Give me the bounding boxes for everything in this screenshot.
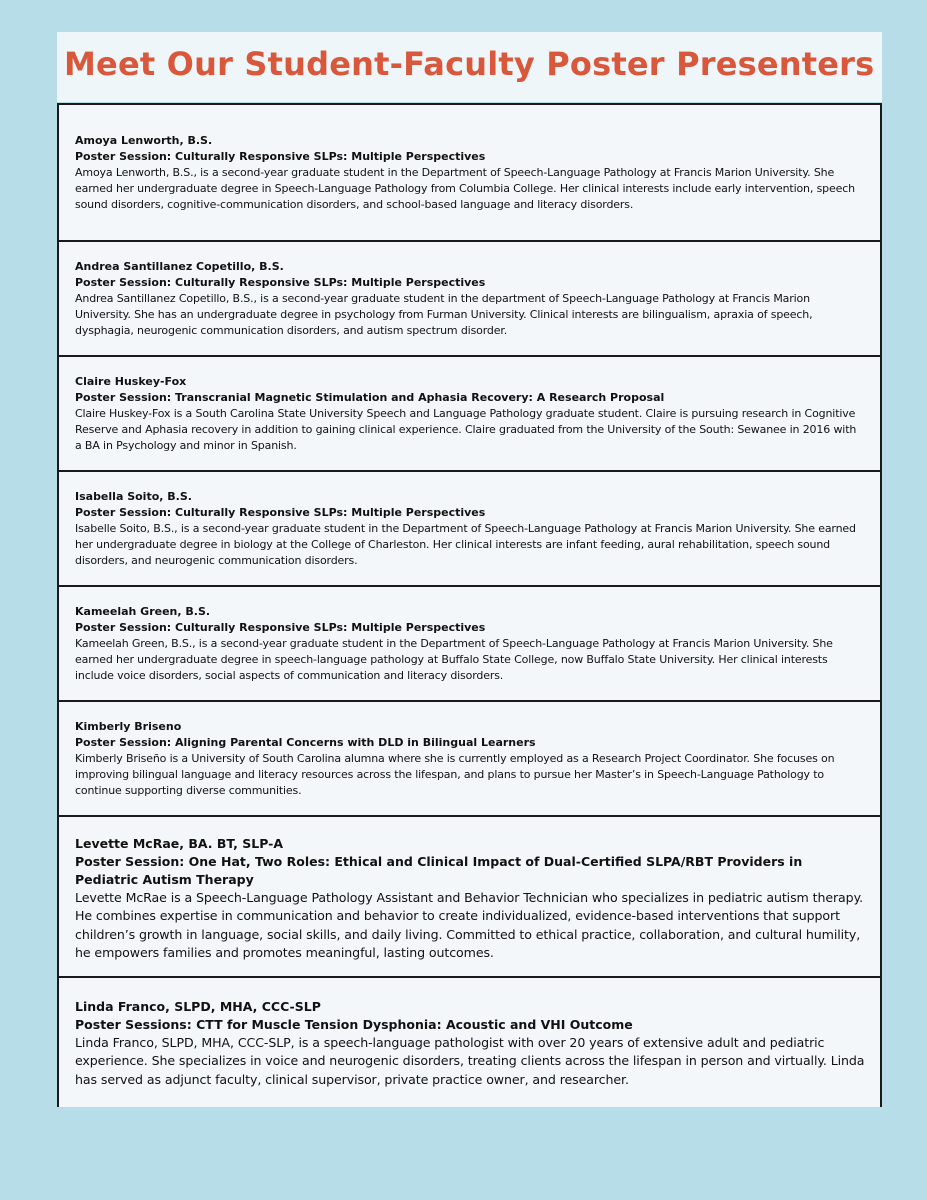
- presenter-bio: Andrea Santillanez Copetillo, B.S., is a second-year graduate student in the department of Speech-Language Pathology at Francis Marion University. She has an undergraduate degree in psychology from Furman University. Clinical interests are bilingualism, apraxia of speech, dysphagia, neurogenic communication disorders, and autism spectrum disorder.: [75, 292, 813, 337]
- presenter-bio: Linda Franco, SLPD, MHA, CCC-SLP, is a speech-language pathologist with over 20 years of extensive adult and pediatric experience. She specializes in voice and neurogenic disorders, treating clients across the lifespan in person and virtually. Linda has served as adjunct faculty, clinical supervisor, private practice owner, and researcher.: [75, 1035, 865, 1087]
- presenter-card: [59, 242, 880, 357]
- title-band: [57, 32, 882, 102]
- presenter-card: [59, 587, 880, 702]
- presenter-name: Andrea Santillanez Copetillo, B.S.: [75, 260, 284, 273]
- page-title: Meet Our Student-Faculty Poster Presenters: [64, 45, 875, 83]
- presenter-list: [57, 103, 882, 1107]
- poster-session-title: Poster Session: Aligning Parental Concerns with DLD in Bilingual Learners: [75, 736, 536, 749]
- poster-session-title: Poster Session: One Hat, Two Roles: Ethical and Clinical Impact of Dual-Certified SLPA/RBT Providers in Pediatric Autism Therapy: [75, 854, 803, 887]
- poster-session-title: Poster Session: Transcranial Magnetic Stimulation and Aphasia Recovery: A Research Proposal: [75, 391, 665, 404]
- poster-session-title: Poster Session: Culturally Responsive SLPs: Multiple Perspectives: [75, 150, 486, 163]
- poster-session-title: Poster Session: Culturally Responsive SLPs: Multiple Perspectives: [75, 276, 486, 289]
- presenter-name: Linda Franco, SLPD, MHA, CCC-SLP: [75, 999, 321, 1014]
- presenter-card: [59, 472, 880, 587]
- presenter-bio: Kameelah Green, B.S., is a second-year graduate student in the Department of Speech-Language Pathology at Francis Marion University. She earned her undergraduate degree in speech-language pathology at Buffalo State College, now Buffalo State University. Her clinical interests include voice disorders, social aspects of communication and literacy disorders.: [75, 637, 833, 682]
- poster-session-title: Poster Session: Culturally Responsive SLPs: Multiple Perspectives: [75, 506, 486, 519]
- presenter-bio: Isabelle Soito, B.S., is a second-year graduate student in the Department of Speech-Language Pathology at Francis Marion University. She earned her undergraduate degree in biology at the College of Charleston. Her clinical interests are infant feeding, aural rehabilitation, speech sound disorders, and neurogenic communication disorders.: [75, 522, 856, 567]
- poster-session-title: Poster Session: Culturally Responsive SLPs: Multiple Perspectives: [75, 621, 486, 634]
- presenter-card: [59, 105, 880, 242]
- presenter-bio: Levette McRae is a Speech-Language Pathology Assistant and Behavior Technician who specializes in pediatric autism therapy. He combines expertise in communication and behavior to create individualized, evidence-based interventions that support children’s growth in language, social skills, and daily living. Committed to ethical practice, collaboration, and cultural humility, he empowers families and promotes meaningful, lasting outcomes.: [75, 890, 864, 960]
- presenter-card: [59, 817, 880, 978]
- presenter-name: Amoya Lenworth, B.S.: [75, 134, 213, 147]
- poster-session-title: Poster Sessions: CTT for Muscle Tension Dysphonia: Acoustic and VHI Outcome: [75, 1017, 633, 1032]
- presenter-bio: Claire Huskey-Fox is a South Carolina State University Speech and Language Pathology graduate student. Claire is pursuing research in Cognitive Reserve and Aphasia recovery in addition to gaining clinical experience. Claire graduated from the University of the South: Sewanee in 2016 with a BA in Psychology and minor in Spanish.: [75, 407, 857, 452]
- presenter-card: [59, 357, 880, 472]
- presenter-name: Kameelah Green, B.S.: [75, 605, 211, 618]
- presenter-card: [59, 978, 880, 1107]
- presenter-name: Kimberly Briseno: [75, 720, 182, 733]
- presenter-name: Levette McRae, BA. BT, SLP-A: [75, 836, 284, 851]
- presenter-card: [59, 702, 880, 817]
- presenter-bio: Amoya Lenworth, B.S., is a second-year graduate student in the Department of Speech-Language Pathology at Francis Marion University. She earned her undergraduate degree in Speech-Language Pathology from Columbia College. Her clinical interests include early intervention, speech sound disorders, cognitive-communication disorders, and school-based language and literacy disorders.: [75, 166, 855, 211]
- presenter-name: Isabella Soito, B.S.: [75, 490, 192, 503]
- presenter-bio: Kimberly Briseño is a University of South Carolina alumna where she is currently employed as a Research Project Coordinator. She focuses on improving bilingual language and literacy resources across the lifespan, and plans to pursue her Master’s in Speech-Language Pathology to continue supporting diverse communities.: [75, 752, 835, 797]
- presenter-name: Claire Huskey-Fox: [75, 375, 187, 388]
